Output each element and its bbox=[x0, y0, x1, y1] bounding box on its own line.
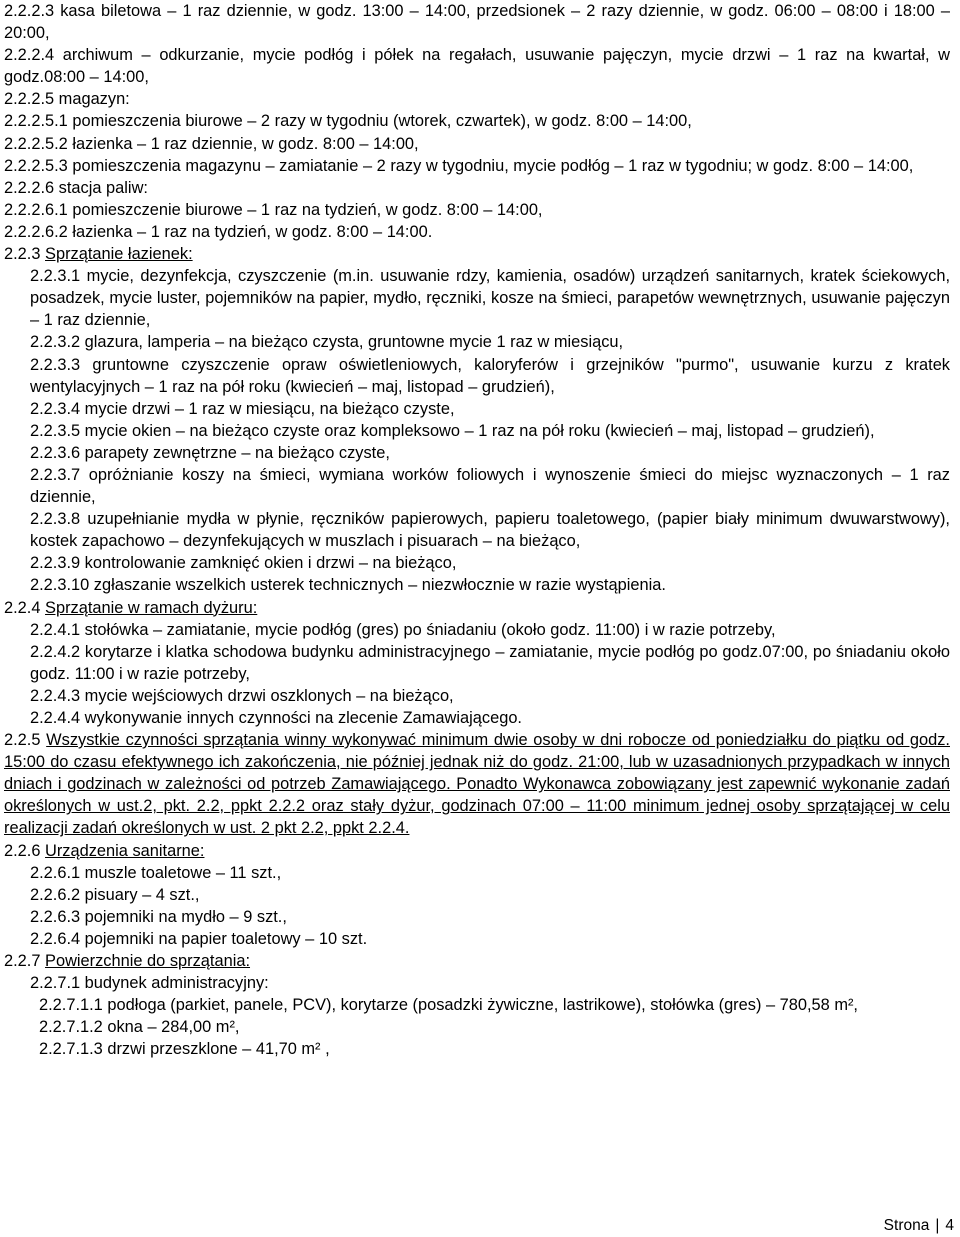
list-item bbox=[4, 574, 950, 596]
item-text: 2.2.2.5.1 pomieszczenia biurowe – 2 razy w tygodniu (wtorek, czwartek), w godz. 8:00 – 14:00, bbox=[4, 112, 692, 131]
list-item bbox=[4, 508, 950, 552]
item-text: 2.2.5 bbox=[4, 731, 47, 750]
item-text: 2.2.4.1 stołówka – zamiatanie, mycie podłóg (gres) po śniadaniu (około godz. 11:00) i w razie potrzeby, bbox=[30, 620, 776, 639]
list-item bbox=[4, 729, 950, 839]
item-text: 2.2.6.3 pojemniki na mydło – 9 szt., bbox=[30, 907, 287, 926]
section-heading: Powierzchnie do sprzątania: bbox=[45, 952, 251, 971]
section-heading: Sprzątanie w ramach dyżuru: bbox=[45, 598, 258, 617]
section-heading: Urządzenia sanitarne: bbox=[45, 841, 205, 860]
list-item bbox=[4, 884, 950, 906]
list-item bbox=[4, 354, 950, 398]
item-text: 2.2.4.3 mycie wejściowych drzwi oszklonych – na bieżąco, bbox=[30, 686, 454, 705]
list-item bbox=[4, 906, 950, 928]
footer-separator: | bbox=[935, 1217, 940, 1234]
list-item bbox=[4, 199, 950, 221]
list-item bbox=[4, 464, 950, 508]
page-footer bbox=[884, 1216, 954, 1236]
list-item bbox=[4, 552, 950, 574]
item-text: 2.2.2.5 magazyn: bbox=[4, 90, 130, 109]
item-text: 2.2.7.1.3 drzwi przeszklone – 41,70 m² , bbox=[39, 1040, 330, 1059]
item-text: 2.2.3.2 glazura, lamperia – na bieżąco czysta, gruntowne mycie 1 raz w miesiącu, bbox=[30, 333, 624, 352]
list-item bbox=[4, 155, 950, 177]
section-heading: Sprzątanie łazienek: bbox=[45, 245, 193, 264]
item-text: 2.2.4 bbox=[4, 598, 46, 617]
list-item bbox=[4, 221, 950, 243]
list-item bbox=[4, 0, 950, 44]
section-heading: Wszystkie czynności sprzątania winny wykonywać minimum dwie osoby w dni robocze od poniedziałku do piątku od godz. 15:00 do czasu efektywnego ich zakończenia, nie później jednak niż do godz. 21:00, lub w uzasadnionych przypadkach w innych dniach i godzinach w zależności od potrzeb Zamawiającego. Ponadto Wykonawca zobowiązany jest zapewnić wykonanie zadań określonych w ust.2, pkt. 2.2, ppkt 2.2.2 oraz stały dyżur, godzinach 07:00 – 11:00 minimum jednej osoby sprzątającej w celu realizacji zadań określonych w ust. 2 pkt 2.2, ppkt 2.2.4. bbox=[4, 731, 950, 838]
list-item bbox=[4, 862, 950, 884]
footer-page-label: Strona bbox=[883, 1217, 930, 1234]
item-text: 2.2.6 bbox=[4, 841, 46, 860]
list-item bbox=[4, 707, 950, 729]
item-text: 2.2.2.6 stacja paliw: bbox=[4, 178, 148, 197]
item-text: 2.2.3.7 opróżnianie koszy na śmieci, wymiana worków foliowych i wynoszenie śmieci do miejsc wyznaczonych – 1 raz dziennie, bbox=[30, 465, 950, 507]
list-item bbox=[4, 994, 950, 1016]
list-item bbox=[4, 110, 950, 132]
item-text: 2.2.3.4 mycie drzwi – 1 raz w miesiącu, na bieżąco czyste, bbox=[30, 399, 455, 418]
item-text: 2.2.7.1 budynek administracyjny: bbox=[30, 974, 269, 993]
list-item bbox=[4, 44, 950, 88]
list-item bbox=[4, 442, 950, 464]
item-text: 2.2.7.1.1 podłoga (parkiet, panele, PCV), korytarze (posadzki żywiczne, lastrikowe), stołówka (gres) – 780,58 m², bbox=[39, 996, 858, 1015]
footer-page-number: 4 bbox=[945, 1217, 954, 1234]
item-text: 2.2.6.1 muszle toaletowe – 11 szt., bbox=[30, 863, 282, 882]
list-item bbox=[4, 928, 950, 950]
item-text: 2.2.2.6.1 pomieszczenie biurowe – 1 raz na tydzień, w godz. 8:00 – 14:00, bbox=[4, 200, 543, 219]
list-item bbox=[4, 243, 950, 265]
list-item bbox=[4, 420, 950, 442]
list-item bbox=[4, 972, 950, 994]
list-item bbox=[4, 88, 950, 110]
list-item bbox=[4, 1016, 950, 1038]
item-text: 2.2.2.5.2 łazienka – 1 raz dziennie, w godz. 8:00 – 14:00, bbox=[4, 134, 419, 153]
list-item bbox=[4, 597, 950, 619]
item-text: 2.2.4.4 wykonywanie innych czynności na zlecenie Zamawiającego. bbox=[30, 709, 522, 727]
item-text: 2.2.3.10 zgłaszanie wszelkich usterek technicznych – niezwłocznie w razie wystąpienia. bbox=[30, 576, 666, 595]
list-item bbox=[4, 398, 950, 420]
item-text: 2.2.4.2 korytarze i klatka schodowa budynku administracyjnego – zamiatanie, mycie podłóg po godz.07:00, po śniadaniu około godz. 11:00 i w razie potrzeby, bbox=[30, 642, 950, 683]
item-text: 2.2.3.8 uzupełnianie mydła w płynie, ręczników papierowych, papieru toaletowego, (papier biały minimum dwuwarstwowy), kostek zapachowo – dezynfekujących w muszlach i pisuarach – na bieżąco, bbox=[30, 510, 950, 551]
list-item bbox=[4, 133, 950, 155]
item-text: 2.2.3.1 mycie, dezynfekcja, czyszczenie (m.in. usuwanie rdzy, kamienia, osadów) urządzeń sanitarnych, kratek ściekowych, posadzek, mycie luster, pojemników na papier, mydło, ręczniki, kosze na śmieci, parapetów wewnętrznych, usuwanie pajęczyn – 1 raz dziennie, bbox=[30, 267, 950, 330]
list-item bbox=[4, 265, 950, 331]
item-text: 2.2.3.9 kontrolowanie zamknięć okien i drzwi – na bieżąco, bbox=[30, 554, 457, 573]
item-text: 2.2.2.3 kasa biletowa – 1 raz dziennie, w godz. 13:00 – 14:00, przedsionek – 2 razy dziennie, w godz. 06:00 – 08:00 i 18:00 – 20:00, bbox=[4, 2, 950, 43]
list-item bbox=[4, 1038, 950, 1060]
list-item bbox=[4, 619, 950, 641]
list-item bbox=[4, 641, 950, 685]
item-text: 2.2.3.3 gruntowne czyszczenie opraw oświetleniowych, kaloryferów i grzejników "purmo", usuwanie kurzu z kratek wentylacyjnych – 1 raz na pół roku (kwiecień – maj, listopad – grudzień), bbox=[30, 355, 950, 396]
item-text: 2.2.7.1.2 okna – 284,00 m², bbox=[39, 1018, 240, 1037]
list-item bbox=[4, 177, 950, 199]
item-text: 2.2.3.6 parapety zewnętrzne – na bieżąco czyste, bbox=[30, 443, 390, 462]
list-item bbox=[4, 685, 950, 707]
list-item bbox=[4, 331, 950, 353]
item-text: 2.2.2.5.3 pomieszczenia magazynu – zamiatanie – 2 razy w tygodniu, mycie podłóg – 1 raz w tygodniu; w godz. 8:00 – 14:00, bbox=[4, 156, 914, 175]
item-text: 2.2.3.5 mycie okien – na bieżąco czyste oraz kompleksowo – 1 raz na pół roku (kwiecień – maj, listopad – grudzień), bbox=[30, 421, 875, 440]
item-text: 2.2.2.6.2 łazienka – 1 raz na tydzień, w godz. 8:00 – 14:00. bbox=[4, 222, 433, 241]
list-item bbox=[4, 950, 950, 972]
item-text: 2.2.6.2 pisuary – 4 szt., bbox=[30, 885, 200, 904]
item-text: 2.2.6.4 pojemniki na papier toaletowy – 10 szt. bbox=[30, 929, 368, 948]
list-item bbox=[4, 840, 950, 862]
item-text: 2.2.2.4 archiwum – odkurzanie, mycie podłóg i półek na regałach, usuwanie pajęczyn, mycie drzwi – 1 raz na kwartał, w godz.08:00 – 14:00, bbox=[4, 46, 950, 87]
item-text: 2.2.3 bbox=[4, 245, 46, 264]
item-text: 2.2.7 bbox=[4, 952, 46, 971]
